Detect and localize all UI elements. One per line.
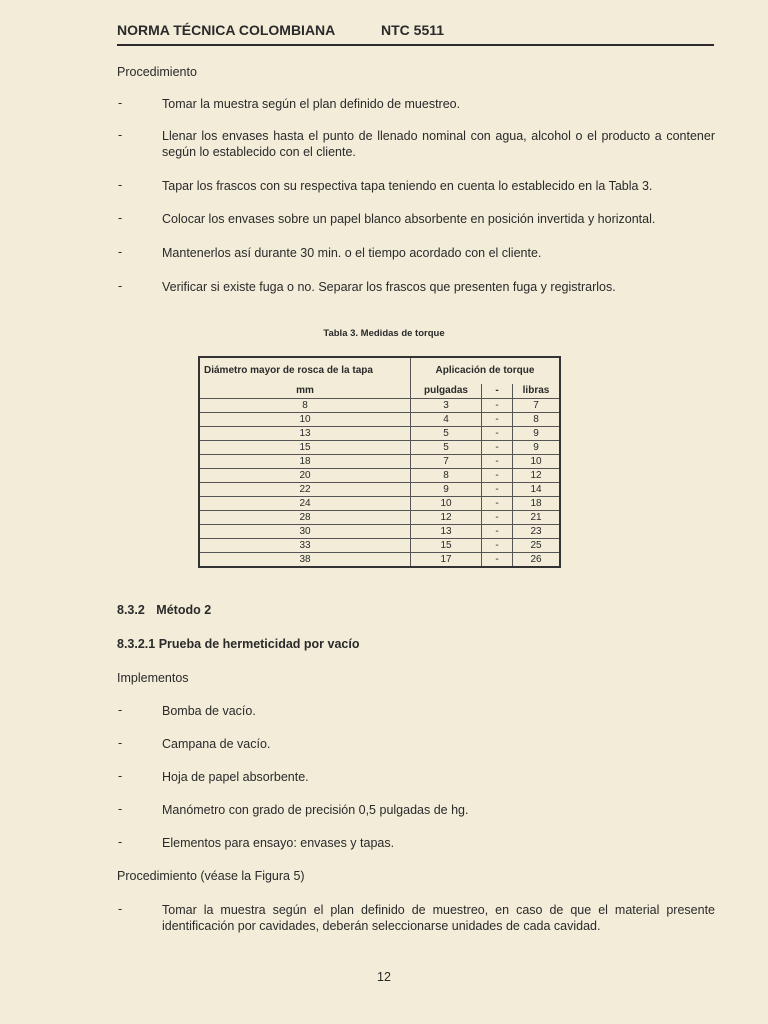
bullet-dash: - bbox=[118, 128, 123, 142]
cell-diameter: 22 bbox=[199, 483, 411, 497]
cell-pulgadas: 12 bbox=[411, 511, 482, 525]
cell-separator: - bbox=[482, 441, 513, 455]
cell-diameter: 38 bbox=[199, 553, 411, 568]
bullet-dash: - bbox=[118, 279, 123, 293]
table-row bbox=[199, 455, 560, 469]
cell-diameter: 33 bbox=[199, 539, 411, 553]
table-row bbox=[199, 497, 560, 511]
cell-diameter: 30 bbox=[199, 525, 411, 539]
cell-libras: 23 bbox=[513, 525, 561, 539]
list-item: Tapar los frascos con su respectiva tapa teniendo en cuenta lo establecido en la Tabla 3. bbox=[162, 179, 653, 193]
list-item: Mantenerlos así durante 30 min. o el tiempo acordado con el cliente. bbox=[162, 246, 542, 260]
cell-libras: 9 bbox=[513, 427, 561, 441]
method-number: 8.3.2 bbox=[117, 603, 145, 617]
cell-separator: - bbox=[482, 399, 513, 413]
unit-mm: mm bbox=[199, 384, 411, 399]
list-item: Llenar los envases hasta el punto de llenado nominal con agua, alcohol o el producto a contener según lo establecido con el cliente. bbox=[162, 129, 715, 159]
cell-separator: - bbox=[482, 455, 513, 469]
table-row bbox=[199, 413, 560, 427]
cell-libras: 7 bbox=[513, 399, 561, 413]
cell-libras: 18 bbox=[513, 497, 561, 511]
list-item: Hoja de papel absorbente. bbox=[162, 770, 309, 784]
bullet-dash: - bbox=[118, 802, 123, 816]
cell-separator: - bbox=[482, 483, 513, 497]
table-row bbox=[199, 553, 560, 568]
list-item: Tomar la muestra según el plan definido de muestreo. bbox=[162, 97, 461, 111]
list-item: Bomba de vacío. bbox=[162, 704, 256, 718]
bullet-dash: - bbox=[118, 835, 123, 849]
bullet-dash: - bbox=[118, 178, 123, 192]
cell-diameter: 15 bbox=[199, 441, 411, 455]
cell-pulgadas: 3 bbox=[411, 399, 482, 413]
table-row bbox=[199, 427, 560, 441]
cell-pulgadas: 5 bbox=[411, 441, 482, 455]
subsection-number: 8.3.2.1 bbox=[117, 637, 156, 651]
table-row bbox=[199, 483, 560, 497]
table-row bbox=[199, 525, 560, 539]
unit-separator: - bbox=[482, 384, 513, 399]
page-number: 12 bbox=[377, 970, 391, 984]
cell-libras: 8 bbox=[513, 413, 561, 427]
cell-pulgadas: 7 bbox=[411, 455, 482, 469]
list-item: Manómetro con grado de precisión 0,5 pulgadas de hg. bbox=[162, 803, 469, 817]
torque-table bbox=[198, 356, 561, 568]
bullet-dash: - bbox=[118, 902, 123, 916]
cell-pulgadas: 17 bbox=[411, 553, 482, 568]
cell-libras: 26 bbox=[513, 553, 561, 568]
section-title: Procedimiento bbox=[117, 65, 197, 79]
table-row bbox=[199, 511, 560, 525]
standard-code: NTC 5511 bbox=[381, 22, 445, 38]
bullet-dash: - bbox=[118, 211, 123, 225]
standard-name: NORMA TÉCNICA COLOMBIANA bbox=[117, 22, 336, 38]
col-header-torque: Aplicación de torque bbox=[411, 357, 561, 384]
cell-separator: - bbox=[482, 427, 513, 441]
table-row bbox=[199, 539, 560, 553]
list-item: Verificar si existe fuga o no. Separar los frascos que presenten fuga y registrarlos. bbox=[162, 280, 616, 294]
list-item: Elementos para ensayo: envases y tapas. bbox=[162, 836, 395, 850]
list-item: Colocar los envases sobre un papel blanco absorbente en posición invertida y horizontal. bbox=[162, 212, 656, 226]
bullet-dash: - bbox=[118, 769, 123, 783]
method-title: Método 2 bbox=[156, 603, 212, 617]
cell-diameter: 8 bbox=[199, 399, 411, 413]
cell-separator: - bbox=[482, 525, 513, 539]
implementos-title: Implementos bbox=[117, 671, 189, 685]
cell-diameter: 24 bbox=[199, 497, 411, 511]
table-row bbox=[199, 399, 560, 413]
cell-libras: 14 bbox=[513, 483, 561, 497]
list-item: Tomar la muestra según el plan definido de muestreo, en caso de que el material presente identificación por cavidades, deberán seleccionarse unidades de cada cavidad. bbox=[162, 903, 715, 933]
table-row bbox=[199, 469, 560, 483]
list-item: Campana de vacío. bbox=[162, 737, 271, 751]
bullet-dash: - bbox=[118, 736, 123, 750]
cell-diameter: 10 bbox=[199, 413, 411, 427]
cell-pulgadas: 4 bbox=[411, 413, 482, 427]
unit-pulgadas: pulgadas bbox=[411, 384, 482, 399]
cell-pulgadas: 8 bbox=[411, 469, 482, 483]
cell-libras: 9 bbox=[513, 441, 561, 455]
cell-separator: - bbox=[482, 497, 513, 511]
cell-diameter: 28 bbox=[199, 511, 411, 525]
table-row bbox=[199, 441, 560, 455]
bullet-dash: - bbox=[118, 703, 123, 717]
cell-diameter: 13 bbox=[199, 427, 411, 441]
bullet-dash: - bbox=[118, 245, 123, 259]
subsection-heading bbox=[117, 637, 359, 651]
bullet-dash: - bbox=[118, 96, 123, 110]
cell-pulgadas: 15 bbox=[411, 539, 482, 553]
cell-libras: 10 bbox=[513, 455, 561, 469]
section-title: Procedimiento (véase la Figura 5) bbox=[117, 869, 305, 883]
cell-diameter: 18 bbox=[199, 455, 411, 469]
method-heading bbox=[117, 603, 211, 617]
unit-libras: libras bbox=[513, 384, 561, 399]
cell-libras: 12 bbox=[513, 469, 561, 483]
cell-libras: 21 bbox=[513, 511, 561, 525]
cell-pulgadas: 13 bbox=[411, 525, 482, 539]
cell-separator: - bbox=[482, 413, 513, 427]
col-header-diameter: Diámetro mayor de rosca de la tapa bbox=[199, 357, 411, 384]
cell-separator: - bbox=[482, 553, 513, 568]
table-header-row bbox=[199, 357, 560, 384]
table-caption: Tabla 3. Medidas de torque bbox=[323, 328, 445, 339]
cell-separator: - bbox=[482, 511, 513, 525]
cell-pulgadas: 10 bbox=[411, 497, 482, 511]
cell-libras: 25 bbox=[513, 539, 561, 553]
cell-pulgadas: 9 bbox=[411, 483, 482, 497]
cell-diameter: 20 bbox=[199, 469, 411, 483]
cell-separator: - bbox=[482, 469, 513, 483]
table-unit-row bbox=[199, 384, 560, 399]
subsection-title: Prueba de hermeticidad por vacío bbox=[158, 637, 360, 651]
cell-separator: - bbox=[482, 539, 513, 553]
cell-pulgadas: 5 bbox=[411, 427, 482, 441]
page-header bbox=[117, 20, 714, 46]
